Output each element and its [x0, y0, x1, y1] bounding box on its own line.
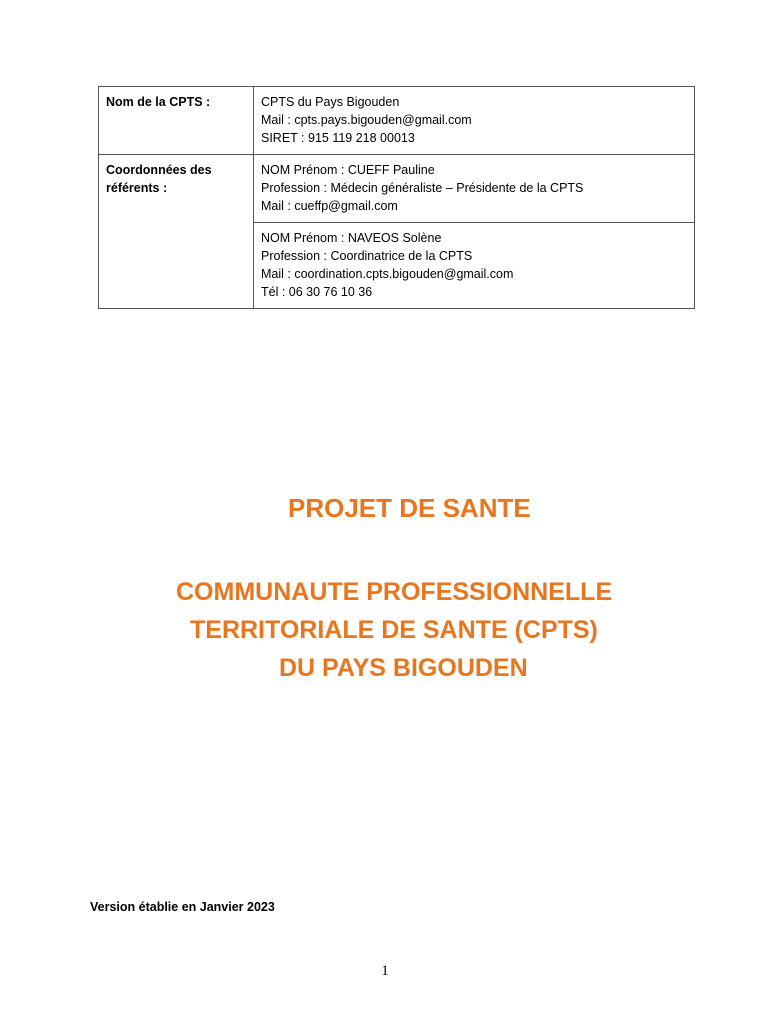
subtitle-line-2-text: TERRITORIALE DE SANTE (CPTS)	[190, 616, 598, 644]
subtitle-line-3-text: DU PAYS BIGOUDEN	[279, 654, 528, 682]
cpts-name-label: Nom de la CPTS :	[99, 87, 254, 155]
referent-2-mail: Mail : coordination.cpts.bigouden@gmail.com	[261, 267, 514, 281]
referent-2-name: NOM Prénom : NAVEOS Solène	[261, 231, 442, 245]
cpts-info-table	[98, 86, 695, 309]
referent-2-phone: Tél : 06 30 76 10 36	[261, 285, 373, 299]
cpts-name-row	[99, 87, 695, 155]
cpts-name-cell	[254, 87, 695, 155]
referent-1-mail: Mail : cueffp@gmail.com	[261, 199, 398, 213]
referent-2-cell	[254, 223, 695, 309]
referent-1-profession: Profession : Médecin généraliste – Présidente de la CPTS	[261, 181, 584, 195]
subtitle-line-1-text: COMMUNAUTE PROFESSIONNELLE	[176, 578, 613, 606]
referent-1-cell	[254, 155, 695, 223]
cpts-name-value: CPTS du Pays Bigouden	[261, 95, 400, 109]
page-number: 1	[381, 963, 389, 979]
referent-2-profession: Profession : Coordinatrice de la CPTS	[261, 249, 473, 263]
cpts-mail-value: Mail : cpts.pays.bigouden@gmail.com	[261, 113, 472, 127]
cpts-siret-value: SIRET : 915 119 218 00013	[261, 131, 415, 145]
referent-1-name: NOM Prénom : CUEFF Pauline	[261, 163, 435, 177]
main-title-text: PROJET DE SANTE	[288, 493, 531, 523]
referent-1-row	[99, 155, 695, 223]
version-note: Version établie en Janvier 2023	[90, 900, 275, 914]
referents-label: Coordonnées des référents :	[99, 155, 254, 309]
